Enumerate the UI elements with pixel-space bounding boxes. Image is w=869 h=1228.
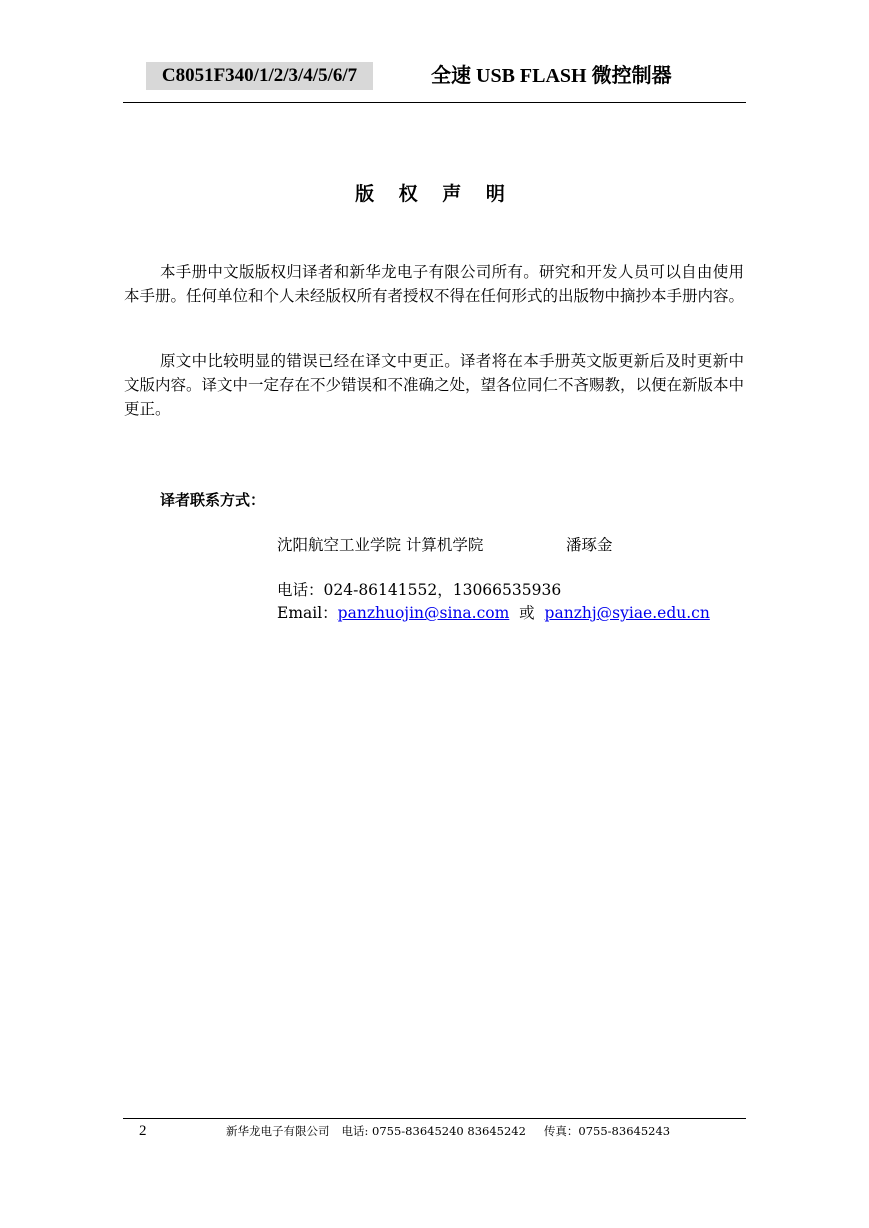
paragraph-copyright: 本手册中文版版权归译者和新华龙电子有限公司所有。研究和开发人员可以自由使用本手册。任何单位和个人未经版权所有者授权不得在任何形式的出版物中摘抄本手册内容。 xyxy=(124,263,745,305)
footer-info xyxy=(226,1122,670,1140)
page-title: 版 权 声 明 xyxy=(355,183,514,205)
email-link-sina[interactable]: panzhuojin@sina.com xyxy=(337,604,510,622)
page-number: 2 xyxy=(139,1123,147,1139)
footer-phone: 电话: 0755-83645240 83645242 xyxy=(341,1124,526,1138)
paragraph-corrections: 原文中比较明显的错误已经在译文中更正。译者将在本手册英文版更新后及时更新中文版内容。译文中一定存在不少错误和不准确之处，望各位同仁不吝赐教，以便在新版本中更正。 xyxy=(124,352,745,418)
contact-email-line xyxy=(277,601,710,625)
contact-organization: 沈阳航空工业学院 计算机学院 xyxy=(277,536,484,554)
contact-heading: 译者联系方式： xyxy=(160,491,266,509)
contact-name: 潘琢金 xyxy=(566,536,613,554)
header-title: 全速 USB FLASH 微控制器 xyxy=(431,65,672,87)
email-separator: 或 xyxy=(519,604,535,622)
header-part-number: C8051F340/1/2/3/4/5/6/7 xyxy=(146,62,373,90)
footer-company: 新华龙电子有限公司 xyxy=(226,1124,330,1138)
footer-fax: 传真：0755-83645243 xyxy=(543,1124,671,1138)
header-divider xyxy=(123,102,746,103)
email-link-syiae[interactable]: panzhj@syiae.edu.cn xyxy=(544,604,710,622)
email-label: Email： xyxy=(277,604,338,622)
contact-phone: 电话：024-86141552，13066535936 xyxy=(277,581,562,599)
footer-divider xyxy=(123,1118,746,1119)
